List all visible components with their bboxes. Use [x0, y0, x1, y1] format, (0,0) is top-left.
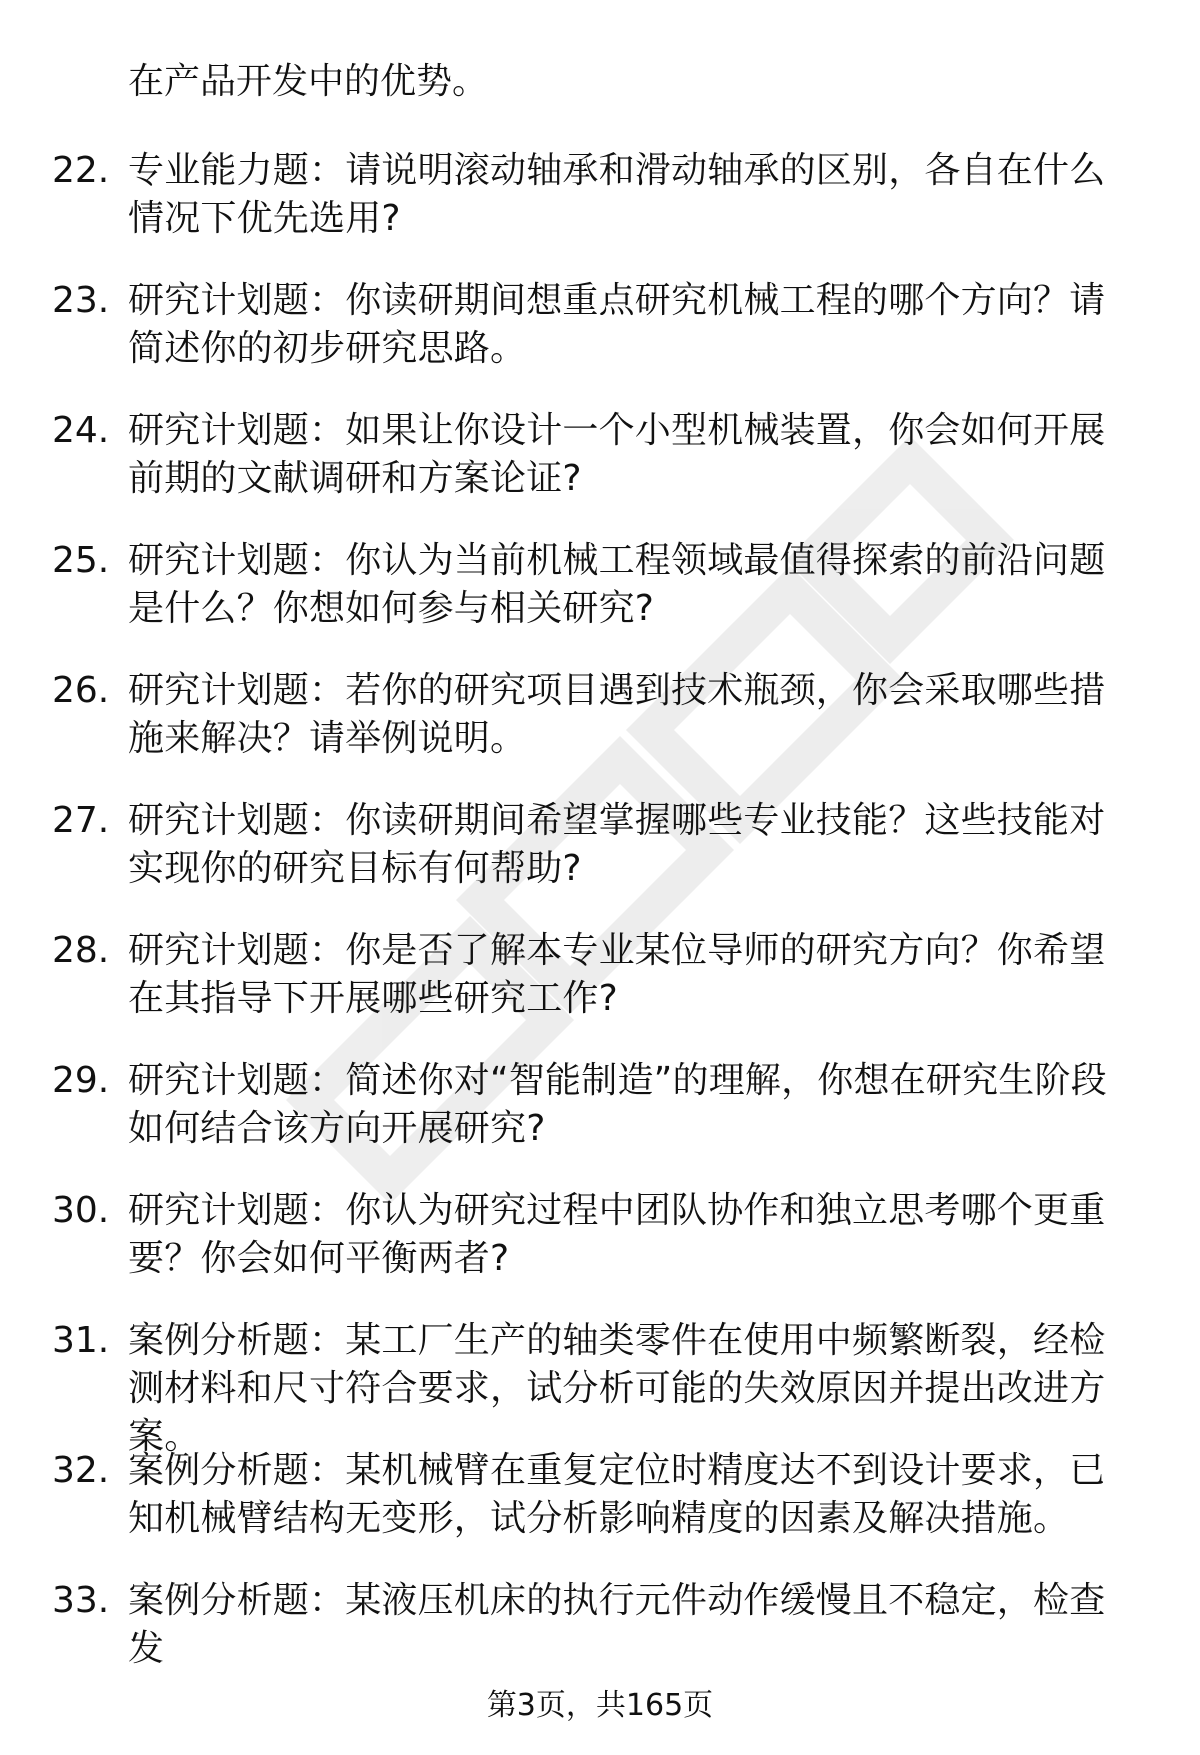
question-number: 23.	[52, 280, 110, 321]
question-number: 29.	[52, 1060, 110, 1101]
question-item	[0, 1057, 1200, 1187]
question-number: 27.	[52, 800, 110, 841]
question-text: 案例分析题：某工厂生产的轴类零件在使用中频繁断裂，经检测材料和尺寸符合要求，试分析可能的失效原因并提出改进方案。	[128, 1320, 1106, 1457]
question-number: 24.	[52, 410, 110, 451]
question-text: 案例分析题：某机械臂在重复定位时精度达不到设计要求，已知机械臂结构无变形，试分析影响精度的因素及解决措施。	[128, 1450, 1106, 1539]
question-text: 研究计划题：你是否了解本专业某位导师的研究方向？你希望在其指导下开展哪些研究工作?	[128, 930, 1106, 1019]
question-number: 32.	[52, 1450, 110, 1491]
question-text: 研究计划题：你认为研究过程中团队协作和独立思考哪个更重要？你会如何平衡两者?	[128, 1190, 1106, 1279]
question-text: 专业能力题：请说明滚动轴承和滑动轴承的区别，各自在什么情况下优先选用?	[128, 150, 1106, 239]
question-item	[0, 667, 1200, 797]
question-item	[0, 407, 1200, 537]
question-item	[0, 1187, 1200, 1317]
question-list	[0, 147, 1200, 1707]
question-number: 30.	[52, 1190, 110, 1231]
question-text: 研究计划题：如果让你设计一个小型机械装置，你会如何开展前期的文献调研和方案论证?	[128, 410, 1106, 499]
question-item	[0, 1447, 1200, 1577]
question-text: 研究计划题：若你的研究项目遇到技术瓶颈，你会采取哪些措施来解决？请举例说明。	[128, 670, 1106, 759]
question-text: 研究计划题：你认为当前机械工程领域最值得探索的前沿问题是什么？你想如何参与相关研究?	[128, 540, 1106, 629]
question-item	[0, 277, 1200, 407]
question-item	[0, 147, 1200, 277]
question-item	[0, 927, 1200, 1057]
question-text: 案例分析题：某液压机床的执行元件动作缓慢且不稳定，检查发	[128, 1580, 1106, 1669]
question-text: 研究计划题：你读研期间想重点研究机械工程的哪个方向？请简述你的初步研究思路。	[128, 280, 1106, 369]
question-item	[0, 1317, 1200, 1457]
page-number-label: 第3页，共165页	[486, 1688, 714, 1723]
question-number: 31.	[52, 1320, 110, 1361]
question-item	[0, 537, 1200, 667]
question-number: 28.	[52, 930, 110, 971]
question-item	[0, 797, 1200, 927]
continuation-text: 在产品开发中的优势。	[128, 61, 489, 102]
question-number: 26.	[52, 670, 110, 711]
question-text: 研究计划题：简述你对“智能制造”的理解，你想在研究生阶段如何结合该方向开展研究?	[128, 1060, 1107, 1149]
question-number: 25.	[52, 540, 110, 581]
question-number: 33.	[52, 1580, 110, 1621]
question-text: 研究计划题：你读研期间希望掌握哪些专业技能？这些技能对实现你的研究目标有何帮助?	[128, 800, 1106, 889]
question-number: 22.	[52, 150, 110, 191]
page-footer	[0, 1686, 1200, 1726]
